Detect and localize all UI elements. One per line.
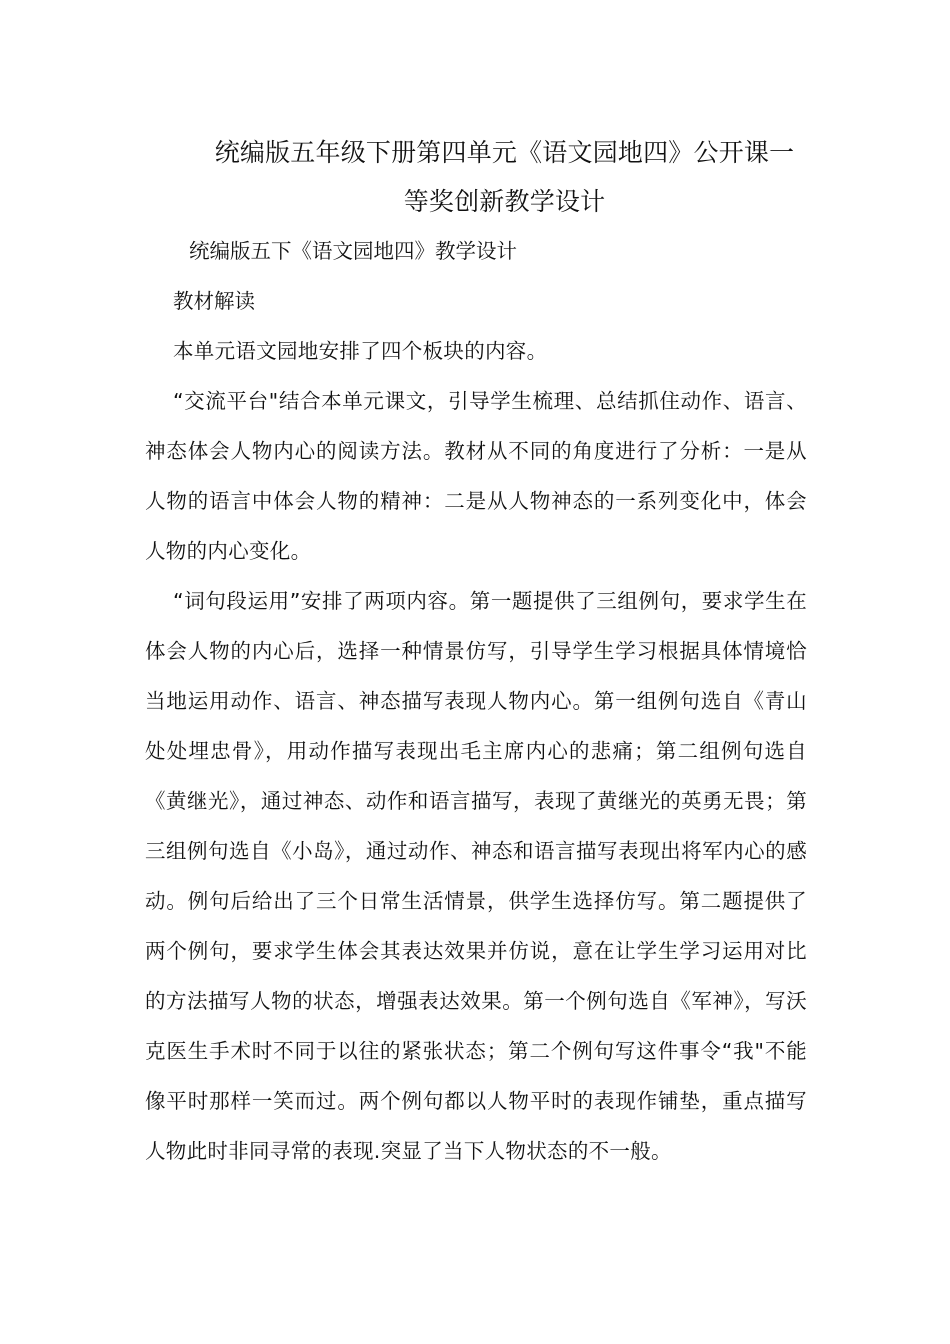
document-subtitle: 统编版五下《语文园地四》教学设计 (189, 239, 517, 263)
paragraph-exchange-platform: “交流平台"结合本单元课文，引导学生梳理、总结抓住动作、语言、神态体会人物内心的阅读方法。教材从不同的角度进行了分析：一是从人物的语言中体会人物的精神：二是从人物神态的一系列变化中，体会人物的内心变化。 (145, 389, 807, 563)
section-heading: 教材解读 (173, 289, 255, 313)
document-page (145, 128, 807, 1176)
title-line-2: 等奖创新教学设计 (403, 187, 606, 216)
title-line-1: 统编版五年级下册第四单元《语文园地四》公开课一 (214, 138, 795, 167)
paragraph-word-sentence-usage: “词句段运用”安排了两项内容。第一题提供了三组例句，要求学生在体会人物的内心后，选择一种情景仿写，引导学生学习根据具体情境恰当地运用动作、语言、神态描写表现人物内心。第一组例句选自《青山处处埋忠骨》，用动作描写表现出毛主席内心的悲痛；第二组例句选自《黄继光》，通过神态、动作和语言描写，表现了黄继光的英勇无畏；第三组例句选自《小岛》，通过动作、神态和语言描写表现出将军内心的感动。例句后给出了三个日常生活情景，供学生选择仿写。第二题提供了两个例句，要求学生体会其表达效果并仿说，意在让学生学习运用对比的方法描写人物的状态，增强表达效果。第一个例句选自《军神》，写沃克医生手术时不同于以往的紧张状态；第二个例句写这件事令“我"不能像平时那样一笑而过。两个例句都以人物平时的表现作铺垫，重点描写人物此时非同寻常的表现.突显了当下人物状态的不一般。 (145, 589, 807, 1163)
paragraph-intro: 本单元语文园地安排了四个板块的内容。 (173, 339, 548, 363)
document-title (145, 128, 807, 226)
